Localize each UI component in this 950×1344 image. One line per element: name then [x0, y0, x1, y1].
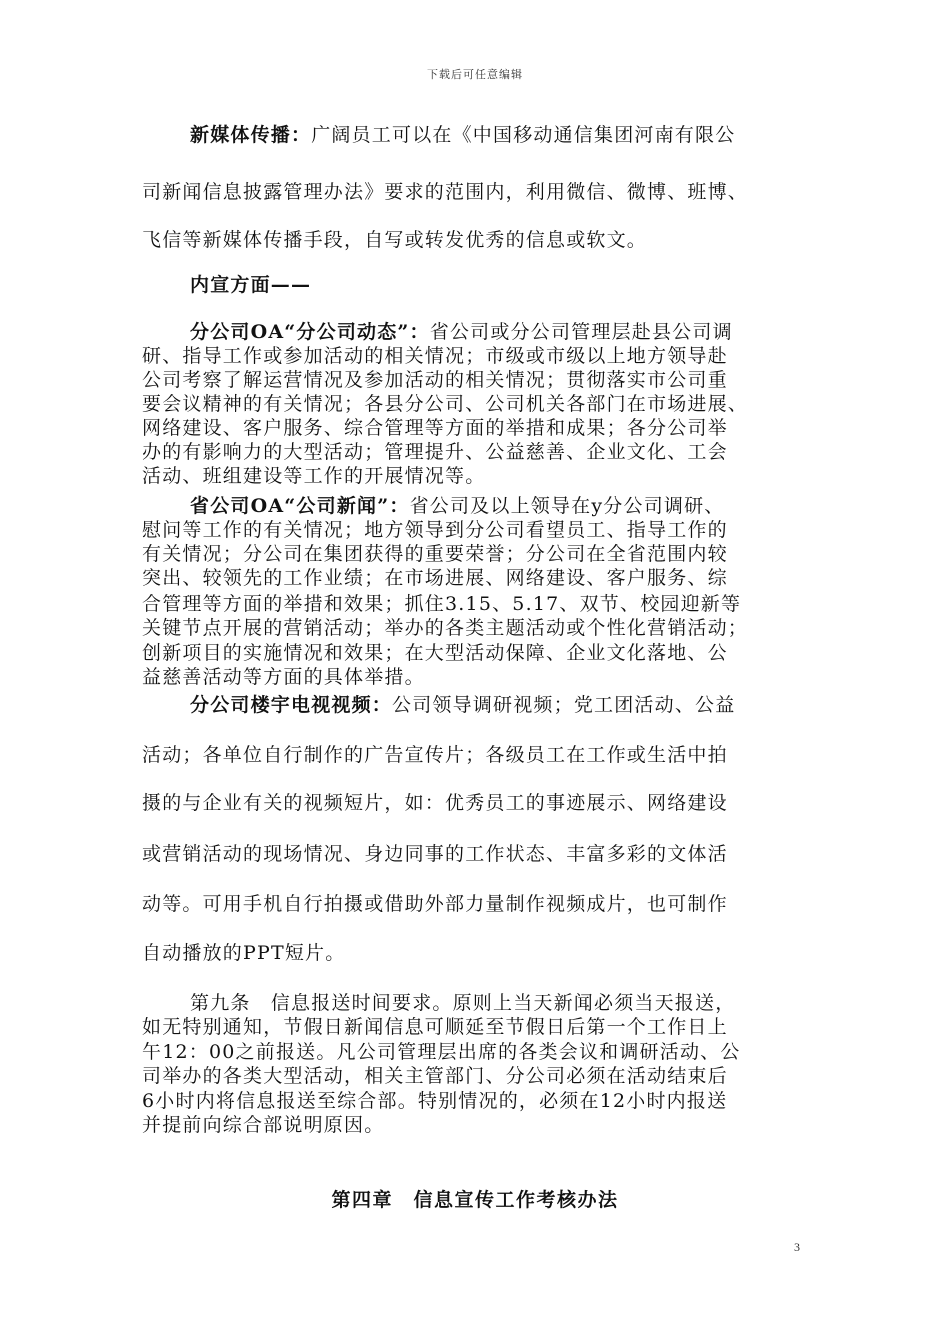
section-title: 分公司OA“分公司动态”： — [190, 321, 430, 343]
paragraph-text: 广阔员工可以在《中国移动通信集团河南有限公 — [311, 124, 736, 146]
paragraph-line: 自动播放的PPT短片。 — [142, 942, 346, 964]
paragraph-line: 第九条 信息报送时间要求。原则上当天新闻必须当天报送， — [190, 992, 736, 1014]
section-title: 省公司OA“公司新闻”： — [190, 495, 410, 517]
paragraph-line: 午12：00之前报送。凡公司管理层出席的各类会议和调研活动、公 — [142, 1041, 741, 1063]
paragraph-line: 或营销活动的现场情况、身边同事的工作状态、丰富多彩的文体活 — [142, 843, 728, 865]
paragraph-line: 慰问等工作的有关情况；地方领导到分公司看望员工、指导工作的 — [142, 519, 728, 541]
paragraph-line: 要会议精神的有关情况；各县分公司、公司机关各部门在市场进展、 — [142, 393, 749, 415]
paragraph-line: 动等。可用手机自行拍摄或借助外部力量制作视频成片，也可制作 — [142, 893, 728, 915]
paragraph-line — [190, 494, 870, 518]
paragraph-line: 如无特别通知，节假日新闻信息可顺延至节假日后第一个工作日上 — [142, 1016, 728, 1038]
paragraph-line: 创新项目的实施情况和效果；在大型活动保障、企业文化落地、公 — [142, 642, 728, 664]
paragraph-line: 司举办的各类大型活动，相关主管部门、分公司必须在活动结束后 — [142, 1065, 728, 1087]
paragraph-line: 合管理等方面的举措和效果；抓住3.15、5.17、双节、校园迎新等 — [142, 593, 742, 615]
paragraph-line — [190, 320, 870, 344]
paragraph-line: 益慈善活动等方面的具体举措。 — [142, 666, 425, 688]
chapter-heading: 第四章 信息宣传工作考核办法 — [331, 1189, 619, 1211]
paragraph-line: 突出、较领先的工作业绩；在市场进展、网络建设、客户服务、综 — [142, 567, 728, 589]
paragraph-line: 关键节点开展的营销活动；举办的各类主题活动或个性化营销活动； — [142, 617, 749, 639]
paragraph-line: 并提前向综合部说明原因。 — [142, 1114, 385, 1136]
paragraph-line: 网络建设、客户服务、综合管理等方面的举措和成果；各分公司举 — [142, 417, 728, 439]
paragraph-line: 司新闻信息披露管理办法》要求的范围内，利用微信、微博、班博、 — [142, 181, 749, 203]
paragraph-text: 省公司及以上领导在y分公司调研、 — [409, 495, 725, 517]
paragraph-line: 飞信等新媒体传播手段，自写或转发优秀的信息或软文。 — [142, 229, 648, 251]
paragraph-line: 摄的与企业有关的视频短片，如：优秀员工的事迹展示、网络建设 — [142, 792, 728, 814]
page-number: 3 — [794, 1240, 800, 1254]
section-title: 新媒体传播： — [190, 124, 312, 146]
paragraph-line: 研、指导工作或参加活动的相关情况；市级或市级以上地方领导赴 — [142, 345, 728, 367]
paragraph-line: 办的有影响力的大型活动；管理提升、公益慈善、企业文化、工会 — [142, 441, 728, 463]
paragraph-line: 活动；各单位自行制作的广告宣传片；各级员工在工作或生活中拍 — [142, 744, 728, 766]
section-title: 分公司楼宇电视视频： — [190, 694, 393, 716]
paragraph-text: 公司领导调研视频；党工团活动、公益 — [392, 694, 736, 716]
section-heading-internal: 内宣方面—— — [190, 274, 312, 296]
paragraph-line — [190, 693, 870, 717]
paragraph-line: 公司考察了解运营情况及参加活动的相关情况；贯彻落实市公司重 — [142, 369, 728, 391]
paragraph-line: 有关情况；分公司在集团获得的重要荣誉；分公司在全省范围内较 — [142, 543, 728, 565]
paragraph-line — [190, 123, 870, 147]
paragraph-line: 6小时内将信息报送至综合部。特别情况的，必须在12小时内报送 — [142, 1090, 728, 1112]
paragraph-text: 省公司或分公司管理层赴县公司调 — [429, 321, 733, 343]
page-header-watermark: 下载后可任意编辑 — [427, 68, 523, 81]
paragraph-line: 活动、班组建设等工作的开展情况等。 — [142, 465, 486, 487]
